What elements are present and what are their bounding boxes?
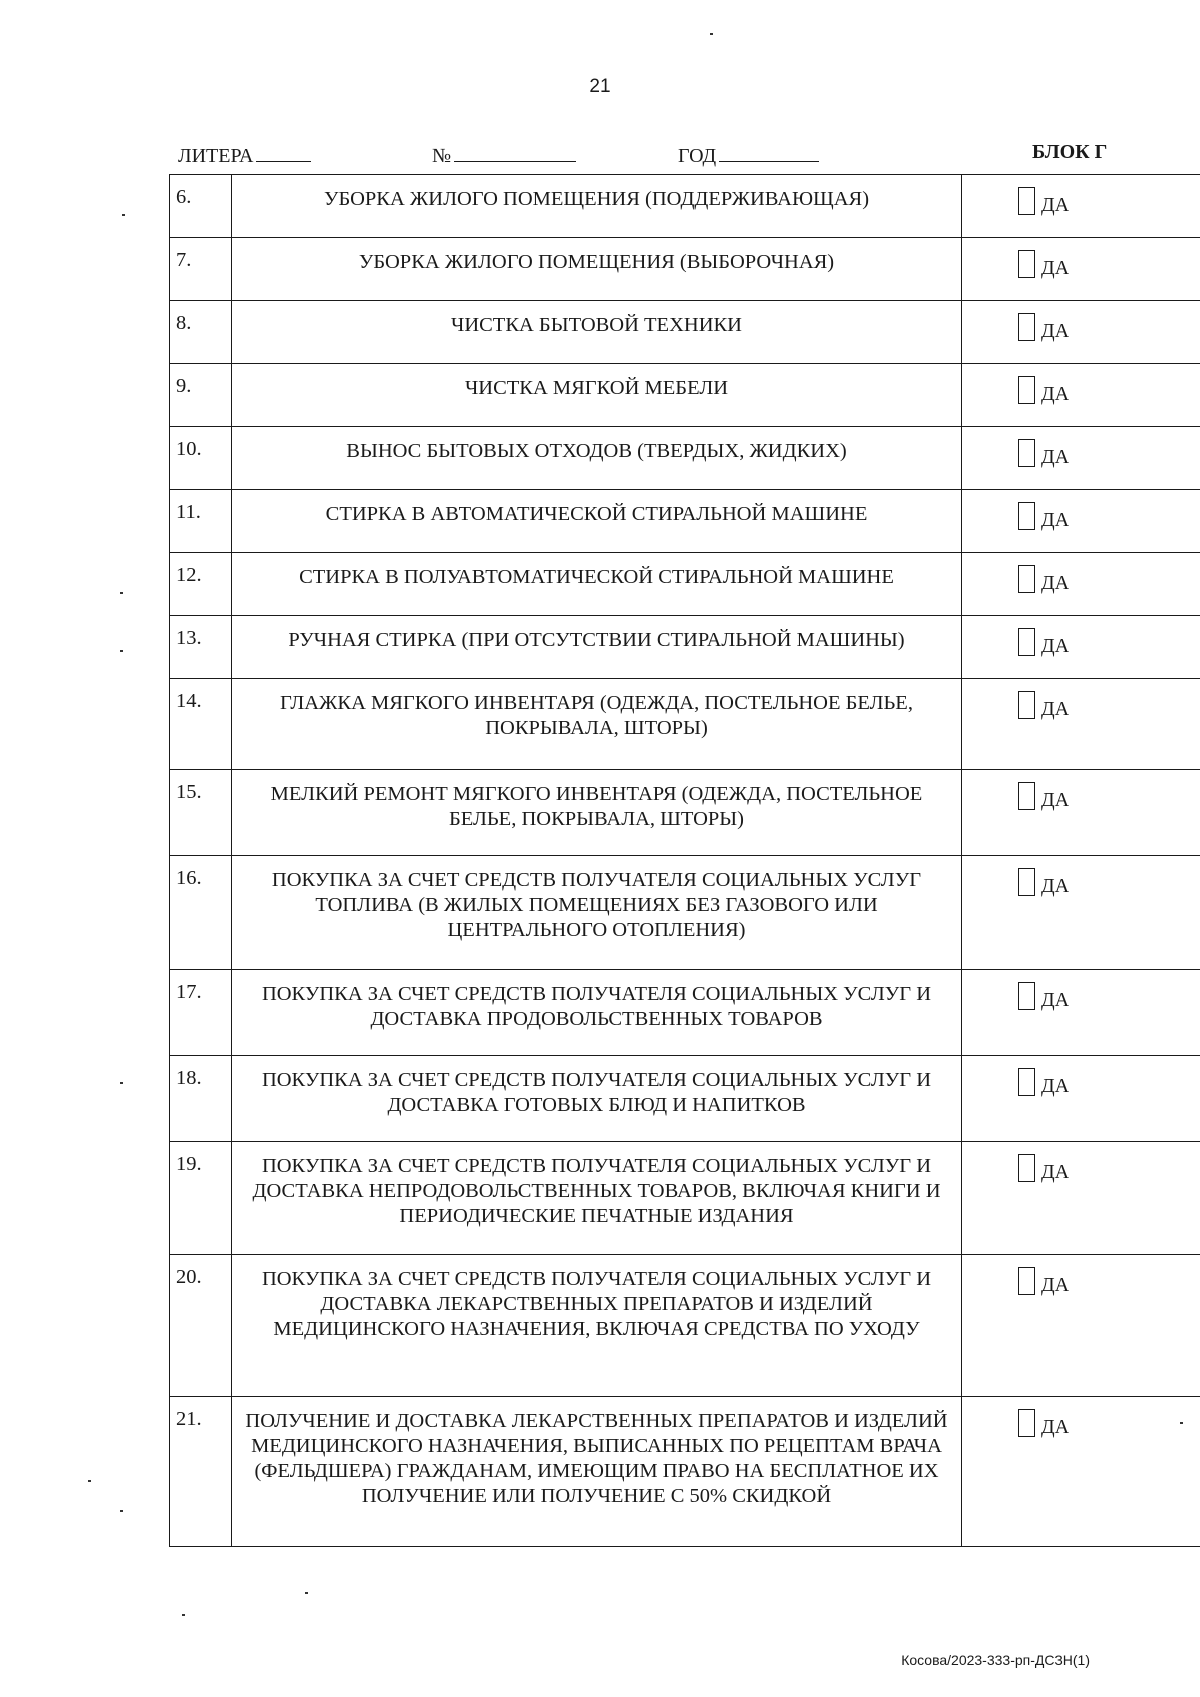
row-number: 21.: [170, 1397, 232, 1547]
row-number: 7.: [170, 238, 232, 301]
yes-label: ДА: [1041, 1075, 1070, 1097]
service-description: РУЧНАЯ СТИРКА (ПРИ ОТСУТСТВИИ СТИРАЛЬНОЙ МАШИНЫ): [232, 616, 962, 679]
service-description: ПОЛУЧЕНИЕ И ДОСТАВКА ЛЕКАРСТВЕННЫХ ПРЕПАРАТОВ И ИЗДЕЛИЙ МЕДИЦИНСКОГО НАЗНАЧЕНИЯ, ВЫПИСАННЫХ ПО РЕЦЕПТАМ ВРАЧА (ФЕЛЬДШЕРА) ГРАЖДАНАМ, ИМЕЮЩИМ ПРАВО НА БЕСПЛАТНОЕ ИХ ПОЛУЧЕНИЕ ИЛИ ПОЛУЧЕНИЕ С 50% СКИДКОЙ: [232, 1397, 962, 1547]
yes-checkbox[interactable]: [1018, 1409, 1035, 1437]
table-row: [170, 679, 1200, 770]
yes-checkbox[interactable]: [1018, 250, 1035, 278]
row-number: 16.: [170, 856, 232, 970]
scan-speck: [710, 33, 713, 35]
table-row: [170, 427, 1200, 490]
number-label: №: [432, 145, 452, 167]
service-description: ПОКУПКА ЗА СЧЕТ СРЕДСТВ ПОЛУЧАТЕЛЯ СОЦИАЛЬНЫХ УСЛУГ ТОПЛИВА (В ЖИЛЫХ ПОМЕЩЕНИЯХ БЕЗ ГАЗОВОГО ИЛИ ЦЕНТРАЛЬНОГО ОТОПЛЕНИЯ): [232, 856, 962, 970]
yes-checkbox[interactable]: [1018, 982, 1035, 1010]
yes-checkbox[interactable]: [1018, 376, 1035, 404]
block-label: БЛОК Г: [1032, 141, 1108, 163]
yes-label: ДА: [1041, 572, 1070, 594]
service-description: УБОРКА ЖИЛОГО ПОМЕЩЕНИЯ (ПОДДЕРЖИВАЮЩАЯ): [232, 175, 962, 238]
table-row: [170, 616, 1200, 679]
yes-label: ДА: [1041, 257, 1070, 279]
service-description: ПОКУПКА ЗА СЧЕТ СРЕДСТВ ПОЛУЧАТЕЛЯ СОЦИАЛЬНЫХ УСЛУГ И ДОСТАВКА ГОТОВЫХ БЛЮД И НАПИТКОВ: [232, 1056, 962, 1142]
row-number: 10.: [170, 427, 232, 490]
litera-label: ЛИТЕРА: [178, 145, 254, 167]
yes-option[interactable]: [1018, 376, 1200, 404]
answer-cell: [962, 616, 1200, 679]
scan-speck: [122, 214, 125, 216]
litera-blank[interactable]: [256, 141, 311, 162]
yes-label: ДА: [1041, 635, 1070, 657]
yes-checkbox[interactable]: [1018, 502, 1035, 530]
scan-speck: [120, 650, 123, 652]
year-blank[interactable]: [719, 141, 819, 162]
year-label: ГОД: [678, 145, 717, 167]
yes-checkbox[interactable]: [1018, 1154, 1035, 1182]
table-row: [170, 364, 1200, 427]
yes-checkbox[interactable]: [1018, 628, 1035, 656]
services-table: [169, 174, 1200, 1547]
yes-checkbox[interactable]: [1018, 187, 1035, 215]
table-row: [170, 970, 1200, 1056]
yes-option[interactable]: [1018, 782, 1200, 810]
yes-option[interactable]: [1018, 691, 1200, 719]
yes-label: ДА: [1041, 698, 1070, 720]
yes-option[interactable]: [1018, 1409, 1200, 1437]
services-table-body: [170, 175, 1200, 1547]
row-number: 14.: [170, 679, 232, 770]
row-number: 18.: [170, 1056, 232, 1142]
answer-cell: [962, 553, 1200, 616]
scan-speck: [88, 1480, 91, 1482]
yes-label: ДА: [1041, 789, 1070, 811]
scan-speck: [120, 1082, 123, 1084]
service-description: ГЛАЖКА МЯГКОГО ИНВЕНТАРЯ (ОДЕЖДА, ПОСТЕЛЬНОЕ БЕЛЬЕ, ПОКРЫВАЛА, ШТОРЫ): [232, 679, 962, 770]
scan-speck: [120, 592, 123, 594]
yes-checkbox[interactable]: [1018, 313, 1035, 341]
answer-cell: [962, 301, 1200, 364]
answer-cell: [962, 1397, 1200, 1547]
yes-checkbox[interactable]: [1018, 1068, 1035, 1096]
table-row: [170, 553, 1200, 616]
yes-option[interactable]: [1018, 982, 1200, 1010]
answer-cell: [962, 490, 1200, 553]
row-number: 19.: [170, 1142, 232, 1255]
yes-checkbox[interactable]: [1018, 565, 1035, 593]
scan-speck: [1180, 1422, 1183, 1424]
yes-label: ДА: [1041, 989, 1070, 1011]
year-field: [678, 141, 819, 168]
table-row: [170, 490, 1200, 553]
yes-option[interactable]: [1018, 868, 1200, 896]
yes-checkbox[interactable]: [1018, 439, 1035, 467]
answer-cell: [962, 1056, 1200, 1142]
table-row: [170, 301, 1200, 364]
table-row: [170, 1056, 1200, 1142]
answer-cell: [962, 970, 1200, 1056]
yes-option[interactable]: [1018, 565, 1200, 593]
answer-cell: [962, 679, 1200, 770]
row-number: 17.: [170, 970, 232, 1056]
footer-document-code: Косова/2023-333-рп-ДСЗН(1): [901, 1652, 1090, 1668]
yes-checkbox[interactable]: [1018, 868, 1035, 896]
row-number: 9.: [170, 364, 232, 427]
yes-label: ДА: [1041, 1274, 1070, 1296]
answer-cell: [962, 364, 1200, 427]
answer-cell: [962, 856, 1200, 970]
service-description: УБОРКА ЖИЛОГО ПОМЕЩЕНИЯ (ВЫБОРОЧНАЯ): [232, 238, 962, 301]
table-row: [170, 175, 1200, 238]
row-number: 8.: [170, 301, 232, 364]
table-row: [170, 1142, 1200, 1255]
row-number: 12.: [170, 553, 232, 616]
yes-checkbox[interactable]: [1018, 1267, 1035, 1295]
service-description: МЕЛКИЙ РЕМОНТ МЯГКОГО ИНВЕНТАРЯ (ОДЕЖДА, ПОСТЕЛЬНОЕ БЕЛЬЕ, ПОКРЫВАЛА, ШТОРЫ): [232, 770, 962, 856]
yes-label: ДА: [1041, 1416, 1070, 1438]
table-row: [170, 770, 1200, 856]
service-description: ВЫНОС БЫТОВЫХ ОТХОДОВ (ТВЕРДЫХ, ЖИДКИХ): [232, 427, 962, 490]
answer-cell: [962, 175, 1200, 238]
service-description: ПОКУПКА ЗА СЧЕТ СРЕДСТВ ПОЛУЧАТЕЛЯ СОЦИАЛЬНЫХ УСЛУГ И ДОСТАВКА ПРОДОВОЛЬСТВЕННЫХ ТОВАРОВ: [232, 970, 962, 1056]
row-number: 6.: [170, 175, 232, 238]
yes-label: ДА: [1041, 383, 1070, 405]
service-description: ЧИСТКА БЫТОВОЙ ТЕХНИКИ: [232, 301, 962, 364]
scan-speck: [305, 1592, 308, 1594]
yes-label: ДА: [1041, 194, 1070, 216]
yes-option[interactable]: [1018, 250, 1200, 278]
service-description: СТИРКА В АВТОМАТИЧЕСКОЙ СТИРАЛЬНОЙ МАШИНЕ: [232, 490, 962, 553]
yes-option[interactable]: [1018, 187, 1200, 215]
service-description: ПОКУПКА ЗА СЧЕТ СРЕДСТВ ПОЛУЧАТЕЛЯ СОЦИАЛЬНЫХ УСЛУГ И ДОСТАВКА НЕПРОДОВОЛЬСТВЕННЫХ ТОВАРОВ, ВКЛЮЧАЯ КНИГИ И ПЕРИОДИЧЕСКИЕ ПЕЧАТНЫЕ ИЗДАНИЯ: [232, 1142, 962, 1255]
table-row: [170, 1397, 1200, 1547]
scan-speck: [120, 1510, 123, 1512]
scan-speck: [182, 1614, 185, 1616]
row-number: 15.: [170, 770, 232, 856]
row-number: 13.: [170, 616, 232, 679]
yes-option[interactable]: [1018, 1068, 1200, 1096]
table-row: [170, 1255, 1200, 1397]
table-row: [170, 856, 1200, 970]
yes-option[interactable]: [1018, 439, 1200, 467]
yes-option[interactable]: [1018, 1154, 1200, 1182]
answer-cell: [962, 1142, 1200, 1255]
yes-option[interactable]: [1018, 1267, 1200, 1295]
answer-cell: [962, 770, 1200, 856]
row-number: 11.: [170, 490, 232, 553]
yes-option[interactable]: [1018, 628, 1200, 656]
service-description: ЧИСТКА МЯГКОЙ МЕБЕЛИ: [232, 364, 962, 427]
yes-label: ДА: [1041, 446, 1070, 468]
row-number: 20.: [170, 1255, 232, 1397]
yes-checkbox[interactable]: [1018, 782, 1035, 810]
answer-cell: [962, 1255, 1200, 1397]
litera-field: [178, 141, 311, 168]
yes-checkbox[interactable]: [1018, 691, 1035, 719]
service-description: ПОКУПКА ЗА СЧЕТ СРЕДСТВ ПОЛУЧАТЕЛЯ СОЦИАЛЬНЫХ УСЛУГ И ДОСТАВКА ЛЕКАРСТВЕННЫХ ПРЕПАРАТОВ И ИЗДЕЛИЙ МЕДИЦИНСКОГО НАЗНАЧЕНИЯ, ВКЛЮЧАЯ СРЕДСТВА ПО УХОДУ: [232, 1255, 962, 1397]
number-field: [432, 141, 576, 168]
yes-option[interactable]: [1018, 502, 1200, 530]
answer-cell: [962, 427, 1200, 490]
yes-label: ДА: [1041, 509, 1070, 531]
number-blank[interactable]: [454, 141, 576, 162]
yes-label: ДА: [1041, 875, 1070, 897]
table-row: [170, 238, 1200, 301]
yes-label: ДА: [1041, 320, 1070, 342]
answer-cell: [962, 238, 1200, 301]
page-number: 21: [589, 76, 611, 97]
yes-label: ДА: [1041, 1161, 1070, 1183]
yes-option[interactable]: [1018, 313, 1200, 341]
service-description: СТИРКА В ПОЛУАВТОМАТИЧЕСКОЙ СТИРАЛЬНОЙ МАШИНЕ: [232, 553, 962, 616]
